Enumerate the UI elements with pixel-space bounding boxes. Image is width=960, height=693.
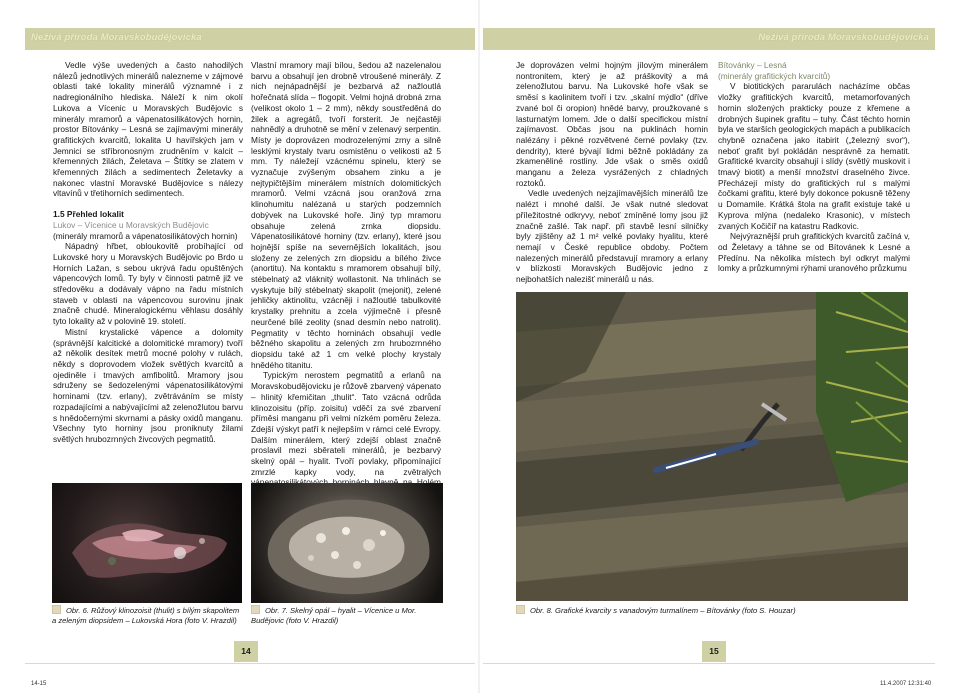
caption-marker-icon — [52, 605, 61, 614]
footer-rule-right — [483, 663, 935, 664]
print-slug-left: 14-15 — [31, 681, 47, 687]
caption-text: Obr. 6. Růžový klinozoisit (thulit) s bílým skapolitem a zeleným diopsidem – Lukovská Hora (foto V. Hrazdil) — [52, 606, 240, 625]
text-column-4 — [718, 60, 910, 274]
paragraph: Nejvýraznější pruh grafitických kvarcitů začíná v, od Želetavy a táhne se od Bítovánek k Lesné a Předínu. Na několika místech byl odkryt malými lomky a průzkumnými rýhami uranového průzkumu — [718, 231, 910, 274]
photo-thulite — [52, 483, 242, 603]
paragraph: V biotitických pararulách nacházíme občas vložky grafitických kvarcitů, metamorfovaných hornin složených prakticky pouze z křemene a drobných šupinek grafitu – tuhy. Část těchto hornin byla ve starších geologických mapách a publikacích chybně označena jako itabirit („železný svor“), neboť grafit byl pokládán nesprávně za hematit. Grafitické kvarcity obsahují i slídy (světlý muskovit i tmavý biotit) a menší množství draselného živce. Přecházejí místy do grafitických rul s malými čočkami grafitu, které byly dokonce pokusně těženy u Domamile. Krátká štola na grafit existuje také u Kyprova mlýna (nedaleko Krasonic), v místech zvaných Kočičíř na katastru Radkovic. — [718, 81, 910, 231]
paragraph: Nápadný hřbet, obloukovitě probíhající od Lukovské hory u Moravských Budějovic po Brdo u Horních Lažan, s sebou ukrývá řadu opuštěných vápencových lomů. Ty byly v činnosti patrně již ve středověku a dodávaly vápno na řadu místních staveb v oblasti na vápencovou surovinu jinak značně chudé. Mineralogickému věhlasu dosáhly tyto lokality až v polovině 19. století. — [53, 241, 243, 327]
figure-caption-7 — [251, 605, 443, 625]
header-title-right: Neživá příroda Moravskobudějovicka — [758, 32, 929, 43]
paragraph: Vedle uvedených nejzajímavějších minerálů lze nalézt i mnohé další. Je však nutné sledovat příležitostné odkryvy, neboť zmíněné lomy jsou již značně zašlé. Tak např. při stavbě lesní silničky byly zjištěny až 1 m² velké povlaky hyalitu, které nemají v České republice obdoby. Počtem nalezených minerálů představují mramory a erlany v blízkosti Moravských Budějovic jedno z nejbohatších nalezišť minerálů u nás. — [516, 188, 708, 285]
hyalite-mineral-image — [251, 483, 443, 603]
section-subtitle: Lukov – Vícenice u Moravských Budějovic — [53, 219, 209, 230]
spread-gutter — [478, 0, 480, 693]
caption-marker-icon — [251, 605, 260, 614]
photo-quartzite-outcrop — [516, 292, 908, 601]
section-title: 1.5 Přehled lokalit — [53, 209, 124, 220]
text-column-2 — [251, 60, 441, 499]
header-bar-left — [25, 28, 475, 50]
print-slug-right: 11.4.2007 12:31:40 — [880, 681, 932, 687]
section-subtitle-note: (minerály mramorů a vápenatosilikátových hornin) — [53, 230, 238, 241]
paragraph: Vlastní mramory mají bílou, šedou až nazelenalou barvu a obsahují jen drobně vtroušené minerály. Z nich nejnápadnější je bezbarvá až nažloutlá hořečnatá slída – flogopit. Velmi hojná drobná zrna (velikost okolo 1 – 2 mm), někdy soustředěná do žilek a agregátů, tvoří forsterit. Je nejčastěji nahnědlý a druhotně se mění v zelenavý serpentin. Místy je doprovázen modrozelenými zrny a silně lesklými krystaly tvaru osmistěnu o velikosti až 5 mm. Ty náležejí vzácnému spinelu, který se vyznačuje zvýšeným obsahem zinku a je nejtypičtějším minerálem místních dolomitických mramorů. Velmi vzácná jsou oranžová zrna klinohumitu nalézaná u starých podzemních dobývek na Lukovské hoře. Jiný typ mramoru obsahuje zelená zrnka diopsidu. Vápenatosilikátové horniny (tzv. erlany), které jsou hojnější spíše na severnějších lokalitách, jsou složeny ze zelených zrn diopsidu a bílého živce (anortitu). Na kontaktu s mramorem obsahují bílý, stébelnatý až vláknitý wollastonit. Na trhlinách se vyskytuje bílý stébelnatý skapolit (mejonit), zelené jehličky aktinolitu, vzácněji i nažloutlé tabulkovité krystalky prehnitu a zcela výjimečně i přesně neurčené bílé zeolity (snad desmín nebo natrolit). Pegmatity v těchto horninách obsahují vedle běžného skapolitu a zelených zrn hrubozrnného diopsidu také až 1 cm velké plochy krystaly hnědého titanitu. — [251, 60, 441, 370]
paragraph: Mistní krystalické vápence a dolomity (správnější kalcitické a dolomitické mramory) tvoří až několik desítek metrů mocné polohy v rulách, někdy s doprovodem vložek světlých kvarcitů a ojediněle i tmavých amfibolitů. Mramory jsou sdruženy se šedozelenými vápenatosilikátovými horninami (tzv. erlany), zvětráváním se místy rozpadajícími a nabývajícími až zelenožlutou barvu s hnědočernými skvrnami a pásky oxidů manganu. Všechny tyto horniny jsou proniknuty žilami světlých hrubozrnných živcových pegmatitů. — [53, 326, 243, 444]
caption-marker-icon — [516, 605, 525, 614]
paragraph: Vedle výše uvedených a často nahodilých nálezů jednotlivých minerálů nalezneme v zájmové oblasti také lokality minerálů významné i z nadregionálního hlediska. Náleží k nim okolí Lukova a Vícenic u Moravských Budějovic s minerály mramorů a vápenatosilikátových hornin, prostor Bítovánky – Lesná se zajímavými minerály grafitických kvarcitů, lokalita U havířských jam v Jemnici se stříbronosným zrudněním v kalcit – křemenných žilách, Želetava – Štítky se zlatem v křemenných žilách a sedimentech Želetavky a nakonec vlastní Moravské Budějovice s nálezy vltavínů v třetihorních sedimentech. — [53, 60, 243, 199]
caption-text: Obr. 8. Grafické kvarcity s vanadovým turmalínem – Bítovánky (foto S. Houzar) — [530, 606, 796, 615]
page-number-left: 14 — [234, 641, 258, 662]
footer-rule-left — [25, 663, 475, 664]
figure-caption-8 — [516, 605, 908, 616]
header-title-left: Neživá příroda Moravskobudějovicka — [31, 32, 202, 43]
thulite-mineral-image — [52, 483, 242, 603]
section-heading: Bítovánky – Lesná — [718, 60, 787, 70]
text-column-1 — [53, 60, 243, 445]
header-bar-right — [483, 28, 935, 50]
outcrop-landscape-image — [516, 292, 908, 601]
photo-hyalite — [251, 483, 443, 603]
caption-text: Obr. 7. Skelný opál – hyalit – Vícenice u Mor. Budějovic (foto V. Hrazdil) — [251, 606, 417, 625]
paragraph: Typickým nerostem pegmatitů a erlanů na Moravskobudějovicku je růžově zbarvený vápenato – hlinitý křemičitan „thulit“. Tato vzácná odrůda klinozoisitu (příp. zoisitu) vděčí za své zbarvení příměsi manganu při velmi nízkém poměru železa. Zdejší výskyt patří k nejlepším v rámci celé Evropy. Dalším minerálem, který zdejší oblast značně proslavil mezi sběrateli minerálů, je bezbarvý skelný opál – hyalit. Tvoří povlaky, připomínající zmrzlé kapky vody, na zvětralých — [251, 370, 441, 477]
text-column-3 — [516, 60, 708, 285]
page-number-right: 15 — [702, 641, 726, 662]
figure-caption-6 — [52, 605, 242, 625]
section-heading-note: (minerály grafitických kvarcitů) — [718, 70, 831, 81]
paragraph: Je doprovázen velmi hojným jílovým minerálem nontronitem, který je až práškovitý a má zelenožlutou barvu. Na Lukovské hoře však se směsí s kaolinitem tvoří i tzv. „skalní mýdlo“ (dříve zvané bol či oropion) hnědé barvy, proužkované s lasturnatým lomem. Jde o další specifickou místní zajímavost. Občas jsou na puklinách hornin nalézány i pěkné rozvětvené černé povlaky (tzv. dendrity), které bývají lidmi běžně pokládány za zkameněliné rostliny. Jde však o směs oxidů manganu a železa vysrážených z chladných roztoků. — [516, 60, 708, 188]
